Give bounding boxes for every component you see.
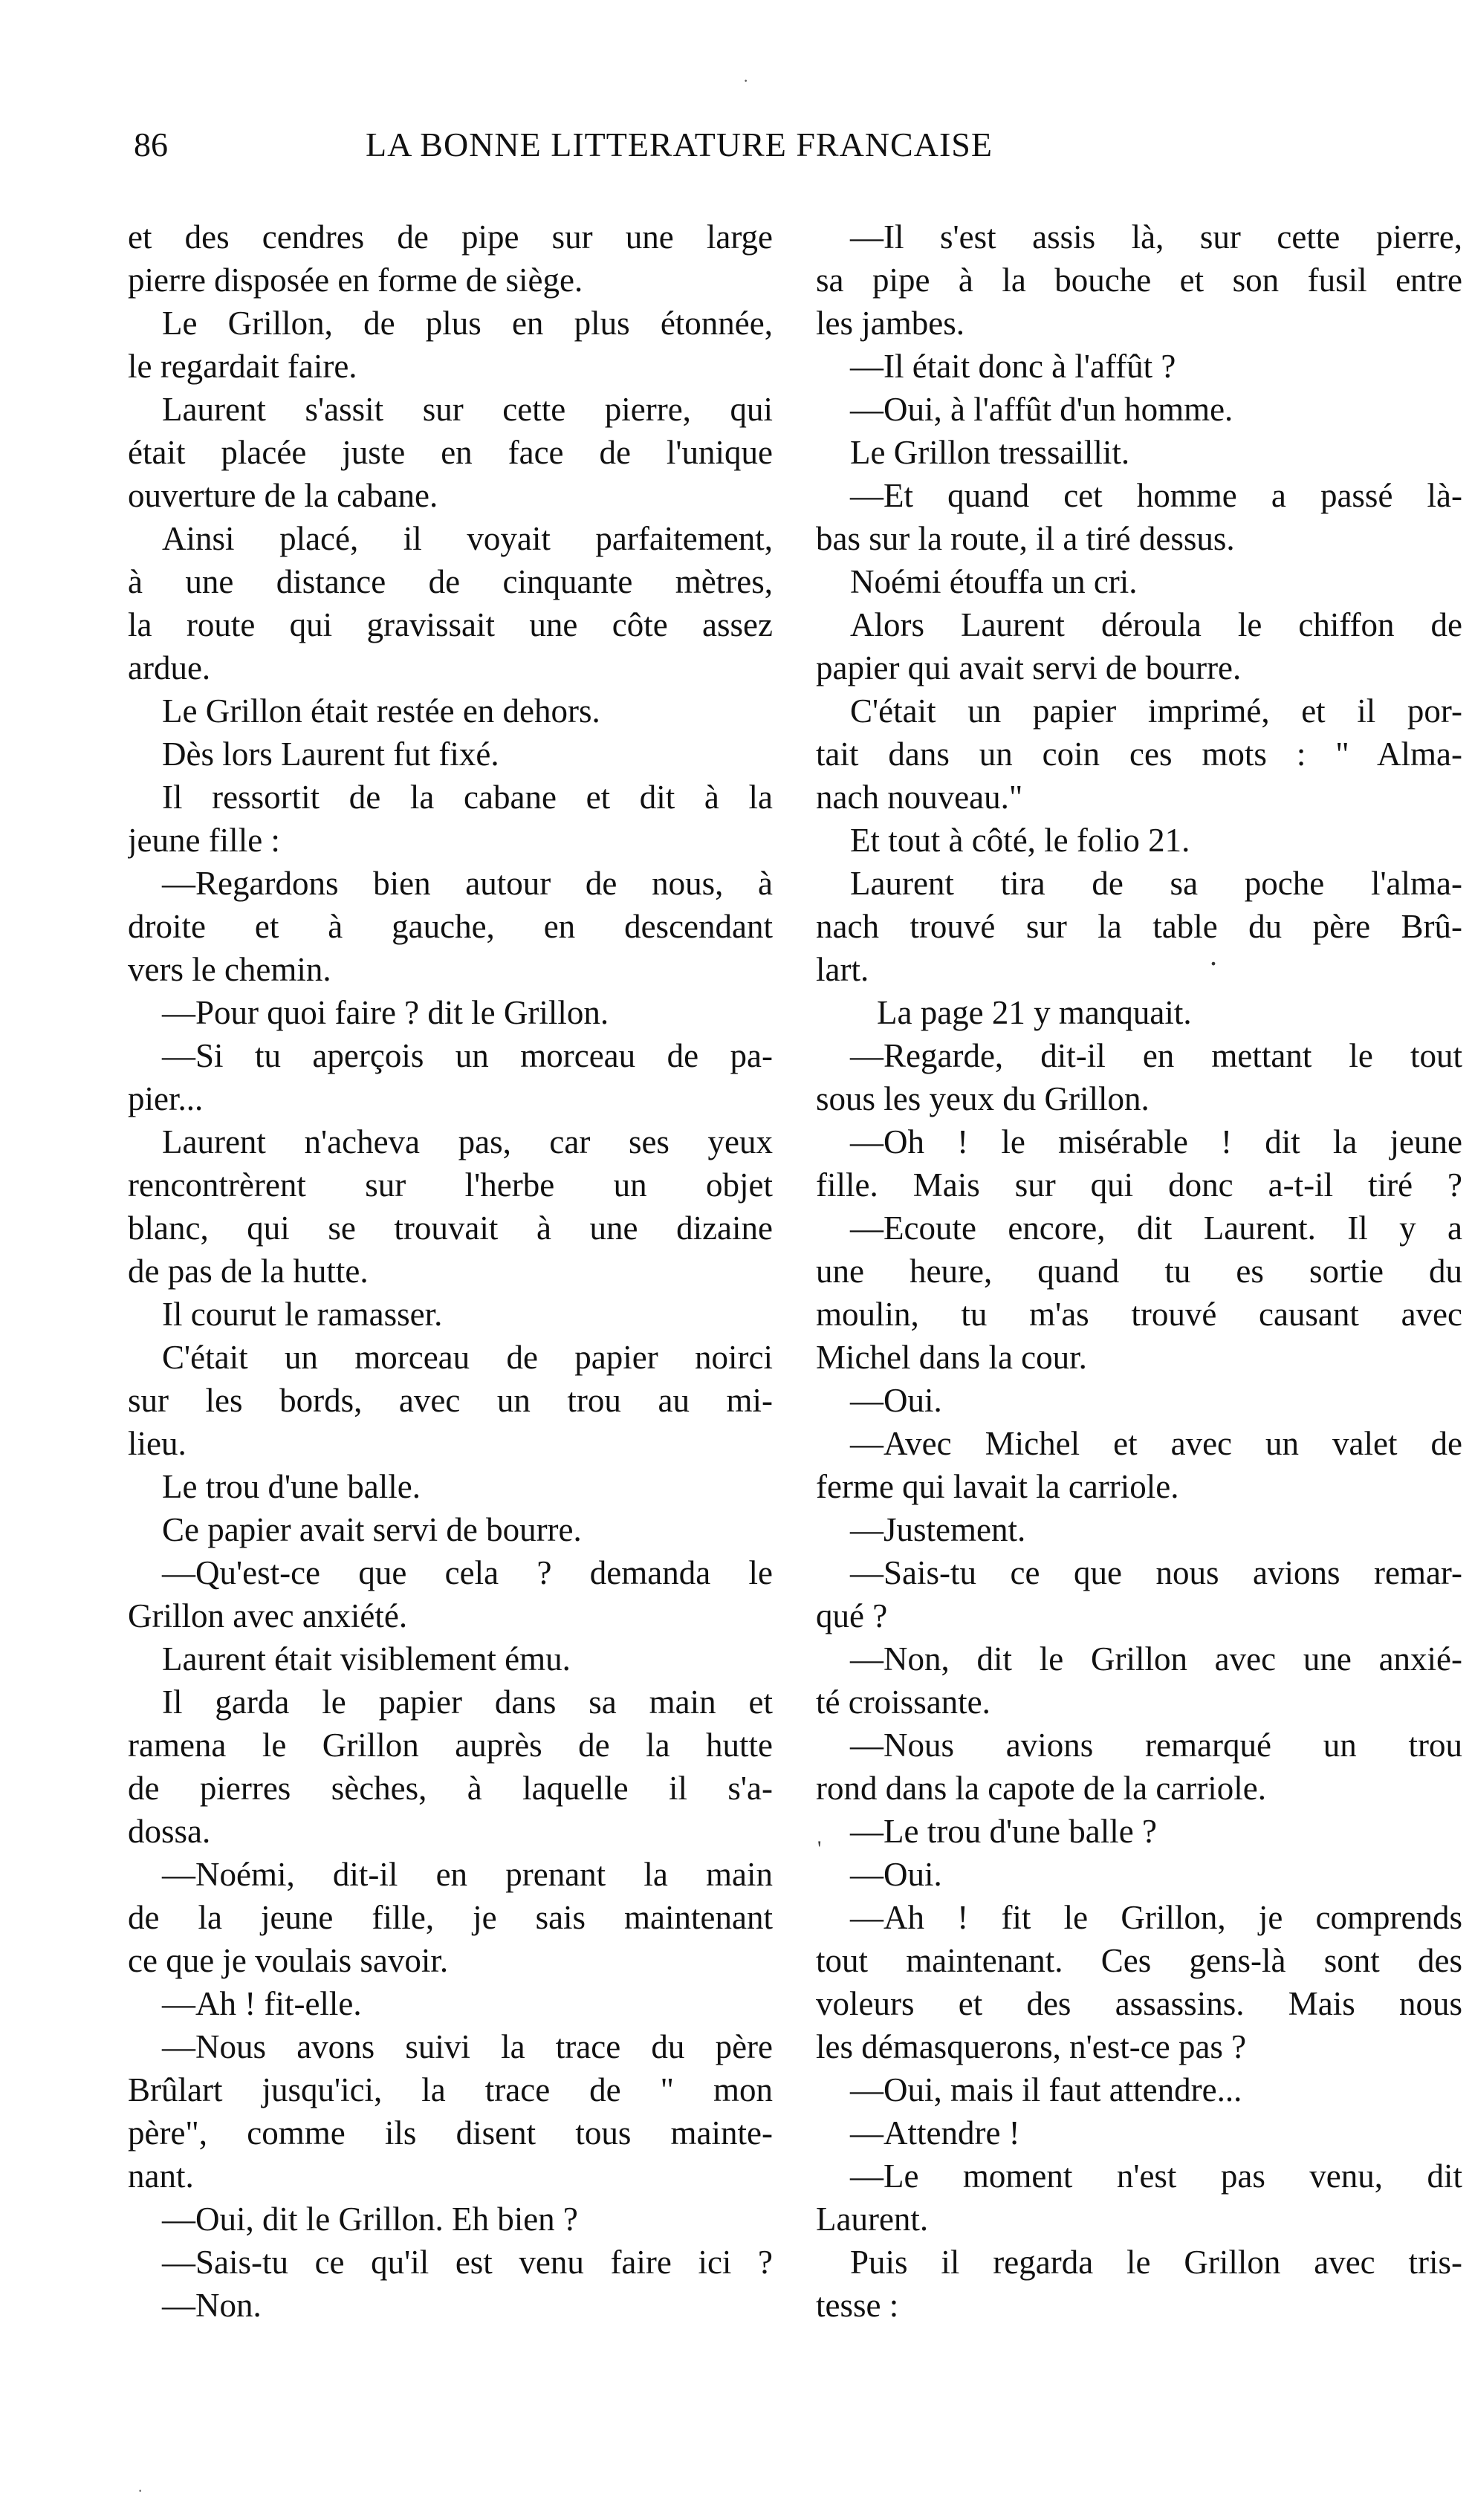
text-line: —Attendre !	[850, 2114, 1020, 2152]
text-line: Le Grillon, de plus en plus étonnée,	[162, 305, 773, 342]
text-line: Puis il regarda le Grillon avec tris-	[850, 2244, 1462, 2281]
text-line: Ainsi placé, il voyait parfaitement,	[162, 520, 773, 557]
print-speck: ·	[137, 2481, 143, 2500]
text-line: rencontrèrent sur l'herbe un objet	[128, 1166, 773, 1204]
text-line: nant.	[128, 2157, 194, 2195]
text-line: Noémi étouffa un cri.	[850, 563, 1138, 600]
text-line: moulin, tu m'as trouvé causant avec	[816, 1296, 1462, 1333]
text-line: qué ?	[816, 1597, 888, 1634]
text-line: —Justement.	[850, 1511, 1026, 1548]
text-line: tait dans un coin ces mots : " Alma-	[816, 735, 1462, 773]
text-line: —Oui, à l'affût d'un homme.	[850, 391, 1233, 428]
text-line: papier qui avait servi de bourre.	[816, 649, 1242, 686]
text-line: —Non.	[162, 2287, 262, 2324]
text-line: Alors Laurent déroula le chiffon de	[850, 606, 1462, 643]
text-line: nach nouveau."	[816, 779, 1023, 816]
text-line: —Et quand cet homme a passé là-	[850, 477, 1462, 514]
print-speck: '	[817, 1837, 822, 1861]
text-line: une heure, quand tu es sortie du	[816, 1253, 1462, 1290]
text-line: La page 21 y manquait.	[877, 994, 1192, 1031]
text-line: droite et à gauche, en descendant	[128, 908, 773, 945]
text-line: de pas de la hutte.	[128, 1253, 369, 1290]
text-line: sous les yeux du Grillon.	[816, 1080, 1150, 1117]
text-line: —Oui, mais il faut attendre...	[850, 2071, 1242, 2108]
text-line: Michel dans la cour.	[816, 1339, 1087, 1376]
text-line: les jambes.	[816, 305, 964, 342]
text-line: père", comme ils disent tous mainte-	[128, 2114, 773, 2152]
text-line: —Ah ! fit le Grillon, je comprends	[850, 1899, 1462, 1936]
text-line: Le trou d'une balle.	[162, 1468, 421, 1505]
text-line: —Regarde, dit-il en mettant le tout	[850, 1037, 1462, 1074]
text-line: Laurent s'assit sur cette pierre, qui	[162, 391, 773, 428]
text-line: —Il s'est assis là, sur cette pierre,	[850, 218, 1462, 256]
print-speck: .	[1210, 938, 1217, 972]
text-line: —Sais-tu ce que nous avions remar-	[850, 1554, 1462, 1591]
text-line: —Noémi, dit-il en prenant la main	[162, 1856, 773, 1893]
text-line: —Oui.	[850, 1382, 942, 1419]
text-line: vers le chemin.	[128, 951, 331, 988]
text-line: pierre disposée en forme de siège.	[128, 262, 583, 299]
text-line: —Nous avions remarqué un trou	[850, 1727, 1462, 1764]
text-line: blanc, qui se trouvait à une dizaine	[128, 1209, 773, 1247]
text-line: —Oh ! le misérable ! dit la jeune	[850, 1123, 1462, 1160]
text-line: pier...	[128, 1080, 204, 1117]
text-line: —Oui.	[850, 1856, 942, 1893]
text-line: les démasquerons, n'est-ce pas ?	[816, 2028, 1247, 2065]
text-line: Il garda le papier dans sa main et	[162, 1683, 773, 1721]
text-line: —Pour quoi faire ? dit le Grillon.	[162, 994, 609, 1031]
page-header	[134, 125, 1471, 169]
text-line: Grillon avec anxiété.	[128, 1597, 408, 1634]
text-line: —Si tu aperçois un morceau de pa-	[162, 1037, 773, 1074]
text-line: Laurent était visiblement ému.	[162, 1640, 571, 1678]
text-line: de pierres sèches, à laquelle il s'a-	[128, 1770, 773, 1807]
text-line: —Oui, dit le Grillon. Eh bien ?	[162, 2201, 578, 2238]
text-line: le regardait faire.	[128, 348, 357, 385]
text-line: sur les bords, avec un trou au mi-	[128, 1382, 773, 1419]
text-line: Brûlart jusqu'ici, la trace de " mon	[128, 2071, 773, 2108]
text-line: ramena le Grillon auprès de la hutte	[128, 1727, 773, 1764]
text-line: lieu.	[128, 1425, 187, 1462]
text-line: —Sais-tu ce qu'il est venu faire ici ?	[162, 2244, 773, 2281]
text-line: Laurent n'acheva pas, car ses yeux	[162, 1123, 773, 1160]
text-line: rond dans la capote de la carriole.	[816, 1770, 1266, 1807]
text-line: —Le trou d'une balle ?	[850, 1813, 1157, 1850]
text-line: C'était un papier imprimé, et il por-	[850, 692, 1462, 730]
text-line: ouverture de la cabane.	[128, 477, 438, 514]
text-line: té croissante.	[816, 1683, 990, 1721]
text-line: —Ah ! fit-elle.	[162, 1985, 362, 2022]
text-line: Le Grillon tressaillit.	[850, 434, 1130, 471]
text-line: à une distance de cinquante mètres,	[128, 563, 773, 600]
text-line: —Ecoute encore, dit Laurent. Il y a	[850, 1209, 1462, 1247]
text-line: voleurs et des assassins. Mais nous	[816, 1985, 1462, 2022]
text-line: et des cendres de pipe sur une large	[128, 218, 773, 256]
left-text-column	[128, 215, 773, 2327]
text-line: ferme qui lavait la carriole.	[816, 1468, 1179, 1505]
text-line: —Non, dit le Grillon avec une anxié-	[850, 1640, 1462, 1678]
running-head: LA BONNE LITTERATURE FRANCAISE	[366, 126, 993, 163]
text-line: —Regardons bien autour de nous, à	[162, 865, 773, 902]
text-line: —Le moment n'est pas venu, dit	[850, 2157, 1462, 2195]
text-line: Le Grillon était restée en dehors.	[162, 692, 600, 730]
text-line: —Il était donc à l'affût ?	[850, 348, 1176, 385]
text-line: —Qu'est-ce que cela ? demanda le	[162, 1554, 773, 1591]
text-line: bas sur la route, il a tiré dessus.	[816, 520, 1235, 557]
text-line: jeune fille :	[128, 822, 280, 859]
text-line: de la jeune fille, je sais maintenant	[128, 1899, 773, 1936]
text-line: nach trouvé sur la table du père Brû-	[816, 908, 1462, 945]
text-line: fille. Mais sur qui donc a-t-il tiré ?	[816, 1166, 1462, 1204]
text-line: Et tout à côté, le folio 21.	[850, 822, 1190, 859]
text-line: sa pipe à la bouche et son fusil entre	[816, 262, 1462, 299]
text-line: ardue.	[128, 649, 211, 686]
text-line: la route qui gravissait une côte assez	[128, 606, 773, 643]
text-line: Il courut le ramasser.	[162, 1296, 443, 1333]
text-line: Laurent tira de sa poche l'alma-	[850, 865, 1462, 902]
text-line: —Nous avons suivi la trace du père	[162, 2028, 773, 2065]
text-line: lart.	[816, 951, 869, 988]
text-line: Dès lors Laurent fut fixé.	[162, 735, 499, 773]
right-text-column	[816, 215, 1462, 2327]
text-line: était placée juste en face de l'unique	[128, 434, 773, 471]
text-line: ce que je voulais savoir.	[128, 1942, 449, 1979]
text-line: —Avec Michel et avec un valet de	[850, 1425, 1462, 1462]
text-line: Il ressortit de la cabane et dit à la	[162, 779, 773, 816]
text-line: Laurent.	[816, 2201, 929, 2238]
text-line: tesse :	[816, 2287, 899, 2324]
text-line: Ce papier avait servi de bourre.	[162, 1511, 582, 1548]
text-line: dossa.	[128, 1813, 211, 1850]
page-number: 86	[134, 126, 168, 163]
print-speck: ·	[743, 71, 749, 90]
text-line: C'était un morceau de papier noirci	[162, 1339, 773, 1376]
text-line: tout maintenant. Ces gens-là sont des	[816, 1942, 1462, 1979]
